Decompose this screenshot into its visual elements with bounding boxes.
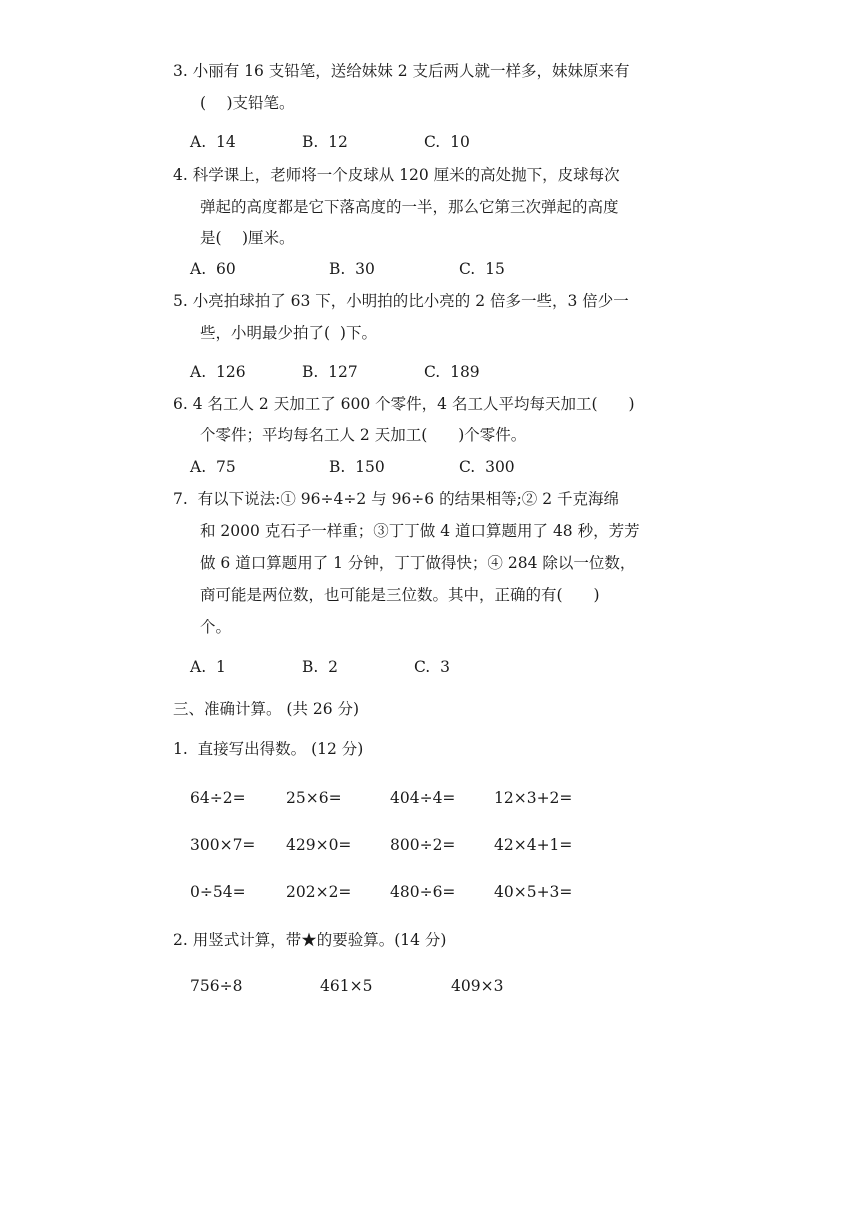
calc-item: 480÷6=: [390, 883, 456, 901]
option-c[interactable]: C. 3: [414, 658, 450, 676]
question-6-line-1: 6. 4 名工人 2 天加工了 600 个零件，4 名工人平均每天加工( ): [173, 395, 635, 413]
question-7-line-2: 和 2000 克石子一样重；③丁丁做 4 道口算题用了 48 秒，芳芳: [200, 522, 640, 540]
calc-item: 300×7=: [190, 836, 256, 854]
section-3-heading: 三、准确计算。 (共 26 分): [173, 700, 360, 718]
option-b[interactable]: B. 127: [302, 363, 358, 381]
question-4-line-2: 弹起的高度都是它下落高度的一半，那么它第三次弹起的高度: [200, 198, 619, 216]
vertical-calc-item: 756÷8: [190, 977, 243, 995]
question-3-line-1: 3. 小丽有 16 支铅笔，送给妹妹 2 支后两人就一样多，妹妹原来有: [173, 62, 630, 80]
vertical-calc-item: 409×3: [451, 977, 504, 995]
option-b[interactable]: B. 12: [302, 133, 348, 151]
option-c[interactable]: C. 189: [424, 363, 480, 381]
option-a[interactable]: A. 14: [190, 133, 236, 151]
calc-item: 12×3+2=: [494, 789, 573, 807]
question-4-line-1: 4. 科学课上，老师将一个皮球从 120 厘米的高处抛下，皮球每次: [173, 166, 620, 184]
option-a[interactable]: A. 60: [190, 260, 236, 278]
question-6-line-2: 个零件；平均每名工人 2 天加工( )个零件。: [200, 426, 527, 444]
option-a[interactable]: A. 1: [190, 658, 226, 676]
question-7-line-3: 做 6 道口算题用了 1 分钟，丁丁做得快；④ 284 除以一位数，: [200, 554, 636, 572]
calc-item: 25×6=: [286, 789, 342, 807]
question-7-line-4: 商可能是两位数，也可能是三位数。其中，正确的有( ): [200, 586, 600, 604]
question-7-line-5: 个。: [200, 618, 232, 636]
option-b[interactable]: B. 150: [329, 458, 385, 476]
sub-question-1-heading: 1. 直接写出得数。 (12 分): [173, 740, 364, 758]
question-5-line-1: 5. 小亮拍球拍了 63 下，小明拍的比小亮的 2 倍多一些，3 倍少一: [173, 292, 629, 310]
option-c[interactable]: C. 15: [459, 260, 505, 278]
question-7-line-1: 7. 有以下说法:① 96÷4÷2 与 96÷6 的结果相等;② 2 千克海绵: [173, 490, 620, 508]
option-c[interactable]: C. 10: [424, 133, 470, 151]
option-a[interactable]: A. 75: [190, 458, 236, 476]
calc-item: 64÷2=: [190, 789, 246, 807]
question-5-line-2: 些，小明最少拍了( )下。: [200, 324, 377, 342]
calc-item: 40×5+3=: [494, 883, 573, 901]
calc-item: 800÷2=: [390, 836, 456, 854]
question-3-line-2: ( )支铅笔。: [200, 94, 295, 112]
option-c[interactable]: C. 300: [459, 458, 515, 476]
option-b[interactable]: B. 30: [329, 260, 375, 278]
calc-item: 404÷4=: [390, 789, 456, 807]
option-a[interactable]: A. 126: [190, 363, 246, 381]
option-b[interactable]: B. 2: [302, 658, 339, 676]
calc-item: 42×4+1=: [494, 836, 573, 854]
calc-item: 202×2=: [286, 883, 352, 901]
calc-item: 0÷54=: [190, 883, 246, 901]
vertical-calc-item: 461×5: [320, 977, 373, 995]
sub-question-2-heading: 2. 用竖式计算，带★的要验算。(14 分): [173, 931, 447, 949]
calc-item: 429×0=: [286, 836, 352, 854]
question-4-line-3: 是( )厘米。: [200, 229, 295, 247]
